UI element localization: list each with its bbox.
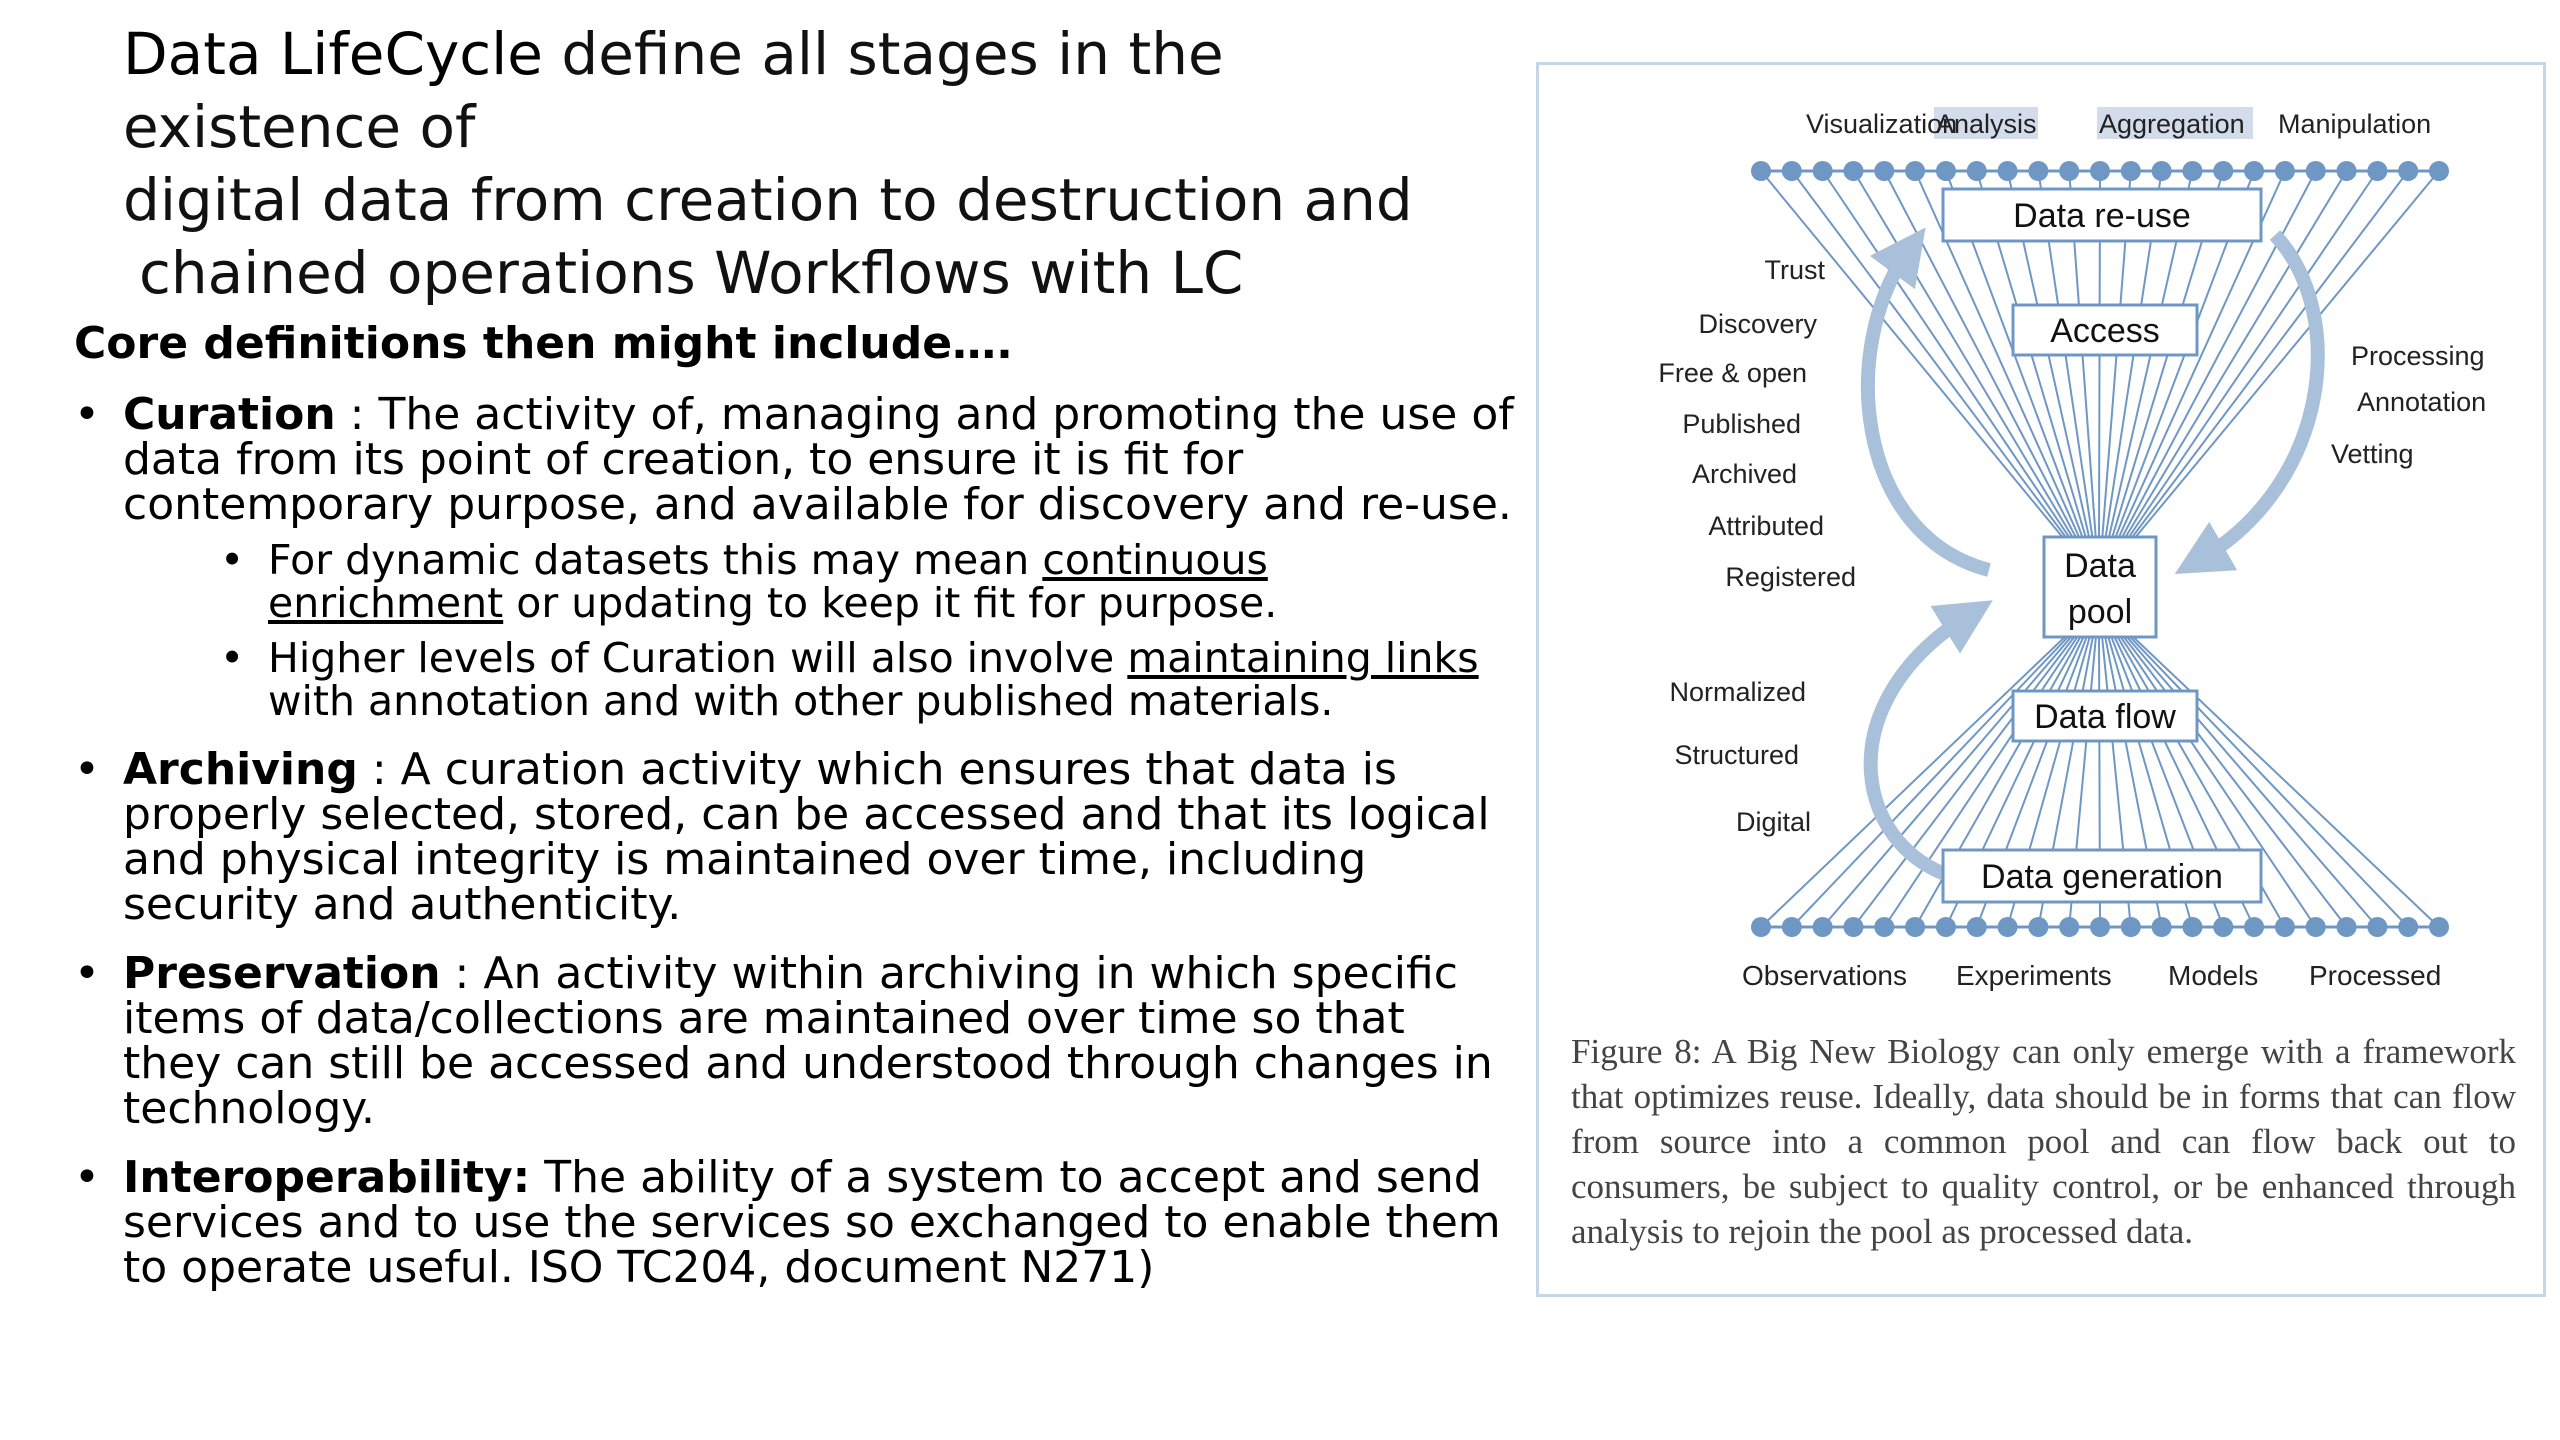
node-dot bbox=[2059, 917, 2079, 937]
node-dot bbox=[1751, 917, 1771, 937]
node-dot bbox=[1751, 161, 1771, 181]
left-label-registered: Registered bbox=[1725, 562, 1856, 592]
node-dot bbox=[1998, 161, 2018, 181]
box-access-label: Access bbox=[2050, 312, 2160, 350]
box-data-reuse-label: Data re-use bbox=[2013, 197, 2191, 235]
term-preservation: Preservation bbox=[123, 948, 441, 999]
node-dot bbox=[2244, 161, 2264, 181]
node-dot bbox=[1782, 161, 1802, 181]
node-dot bbox=[2306, 161, 2326, 181]
right-label-processing: Processing bbox=[2351, 341, 2485, 371]
bullet: • bbox=[220, 536, 245, 584]
top-label-visualization: Visualization bbox=[1806, 109, 1958, 139]
bullet: • bbox=[220, 634, 245, 682]
bullet: • bbox=[74, 948, 100, 999]
title-lead: Data LifeCycle bbox=[123, 20, 543, 88]
node-dot bbox=[2028, 161, 2048, 181]
subitem-text: Higher levels of Curation will also involve bbox=[268, 634, 1128, 682]
definition-text: : The activity of, managing and promoting the use of data from its point of creation, to ensure it is fit for contemporary purpose, and available for discovery and re-use. bbox=[123, 389, 1514, 530]
node-dot bbox=[2244, 917, 2264, 937]
subitem-text: with annotation and with other published materials. bbox=[268, 677, 1334, 725]
figure-caption: Figure 8: A Big New Biology can only emerge with a framework that optimizes reuse. Ideally, data should be in forms that can flow from source into a common pool and can flow back out to consumers, be subject to quality control, or be enhanced through analysis to rejoin the pool as processed data. bbox=[1571, 1032, 2516, 1251]
data-lifecycle-figure bbox=[1536, 62, 2546, 1297]
left-label-trust: Trust bbox=[1764, 255, 1825, 285]
node-dot bbox=[2367, 917, 2387, 937]
curation-subitem-2 bbox=[123, 634, 1514, 725]
node-dot bbox=[2213, 161, 2233, 181]
node-dot bbox=[2337, 917, 2357, 937]
subitem-text: For dynamic datasets this may mean bbox=[268, 536, 1043, 584]
bullet: • bbox=[74, 389, 100, 440]
subitem-text: or updating to keep it fit for purpose. bbox=[503, 579, 1278, 627]
definition-archiving bbox=[74, 744, 1514, 930]
bullet: • bbox=[74, 1152, 100, 1203]
node-dot bbox=[2059, 161, 2079, 181]
term-archiving: Archiving bbox=[123, 744, 358, 795]
node-dot bbox=[2429, 917, 2449, 937]
node-dot bbox=[1936, 917, 1956, 937]
left-label-free-open: Free & open bbox=[1658, 358, 1807, 388]
node-dot bbox=[2275, 917, 2295, 937]
definition-curation bbox=[74, 389, 1514, 725]
node-dot bbox=[2275, 161, 2295, 181]
node-dot bbox=[2398, 917, 2418, 937]
node-dot bbox=[2090, 161, 2110, 181]
definitions-list bbox=[74, 389, 1514, 1314]
bottom-label-processed: Processed bbox=[2309, 960, 2442, 991]
left-label-archived: Archived bbox=[1691, 459, 1797, 489]
node-dot bbox=[1967, 917, 1987, 937]
node-dot bbox=[2306, 917, 2326, 937]
node-dot bbox=[2429, 161, 2449, 181]
title-line-3: chained operations Workflows with LC bbox=[139, 239, 1244, 307]
left-label-published: Published bbox=[1682, 409, 1801, 439]
top-label-analysis: Analysis bbox=[1936, 109, 2037, 139]
node-dot bbox=[2090, 917, 2110, 937]
term-interoperability: Interoperability: bbox=[123, 1152, 531, 1203]
node-dot bbox=[2121, 917, 2141, 937]
right-curved-arrow bbox=[2199, 235, 2318, 560]
node-dot bbox=[1998, 917, 2018, 937]
node-dot bbox=[2367, 161, 2387, 181]
bottom-label-models: Models bbox=[2168, 960, 2259, 991]
definition-text: The ability of a system to accept and send services and to use the services so exchanged to enable them to operate useful. ISO TC204, document N271) bbox=[123, 1152, 1501, 1293]
node-dot bbox=[2152, 917, 2172, 937]
box-data-flow-label: Data flow bbox=[2034, 698, 2176, 736]
underlined-phrase-continuous-enrichment: continuous enrichment bbox=[268, 536, 1268, 627]
bullet: • bbox=[74, 744, 100, 795]
left-label-digital: Digital bbox=[1735, 807, 1811, 837]
node-dot bbox=[1782, 917, 1802, 937]
top-label-aggregation: Aggregation bbox=[2099, 109, 2245, 139]
node-dot bbox=[2121, 161, 2141, 181]
box-data-generation-label: Data generation bbox=[1981, 858, 2223, 896]
top-label-manipulation: Manipulation bbox=[2278, 109, 2432, 139]
curation-subitem-1 bbox=[123, 536, 1514, 627]
node-dot bbox=[2182, 161, 2202, 181]
bottom-label-observations: Observations bbox=[1742, 960, 1907, 991]
node-dot bbox=[2337, 161, 2357, 181]
node-dot bbox=[1843, 161, 1863, 181]
right-label-vetting: Vetting bbox=[2331, 439, 2414, 469]
term-curation: Curation bbox=[123, 389, 336, 440]
node-dot bbox=[1967, 161, 1987, 181]
box-data-pool-label-1: Data bbox=[2064, 547, 2136, 585]
hourglass-diagram bbox=[1539, 65, 2543, 1025]
underlined-phrase-maintaining-links: maintaining links bbox=[1127, 634, 1479, 682]
node-dot bbox=[1813, 161, 1833, 181]
left-label-discovery: Discovery bbox=[1698, 309, 1817, 339]
title-line-2: digital data from creation to destruction and bbox=[123, 166, 1413, 234]
slide-title bbox=[123, 18, 1483, 310]
definition-text: : A curation activity which ensures that data is properly selected, stored, can be accessed and that its logical and physical integrity is maintained over time, including security and authenticity. bbox=[123, 744, 1490, 930]
definition-preservation bbox=[74, 948, 1514, 1134]
left-label-normalized: Normalized bbox=[1669, 677, 1806, 707]
node-dot bbox=[2182, 917, 2202, 937]
node-dot bbox=[2398, 161, 2418, 181]
title-rest: define all stages in the existence of bbox=[123, 20, 1224, 161]
node-dot bbox=[1905, 161, 1925, 181]
node-dot bbox=[1874, 917, 1894, 937]
definition-interoperability bbox=[74, 1152, 1514, 1293]
box-data-pool-label-2: pool bbox=[2067, 593, 2133, 631]
node-dot bbox=[1936, 161, 1956, 181]
node-dot bbox=[1843, 917, 1863, 937]
node-dot bbox=[1874, 161, 1894, 181]
node-dot bbox=[1813, 917, 1833, 937]
node-dot bbox=[2152, 161, 2172, 181]
left-label-attributed: Attributed bbox=[1708, 511, 1824, 541]
node-dot bbox=[2028, 917, 2048, 937]
core-definitions-heading: Core definitions then might include…. bbox=[74, 318, 1013, 369]
node-dot bbox=[1905, 917, 1925, 937]
definition-text: : An activity within archiving in which specific items of data/collections are maintained over time so that they can still be accessed and understood through changes in technology. bbox=[123, 948, 1493, 1134]
right-label-annotation: Annotation bbox=[2357, 387, 2487, 417]
left-label-structured: Structured bbox=[1674, 740, 1799, 770]
node-dot bbox=[2213, 917, 2233, 937]
bottom-label-experiments: Experiments bbox=[1956, 960, 2112, 991]
